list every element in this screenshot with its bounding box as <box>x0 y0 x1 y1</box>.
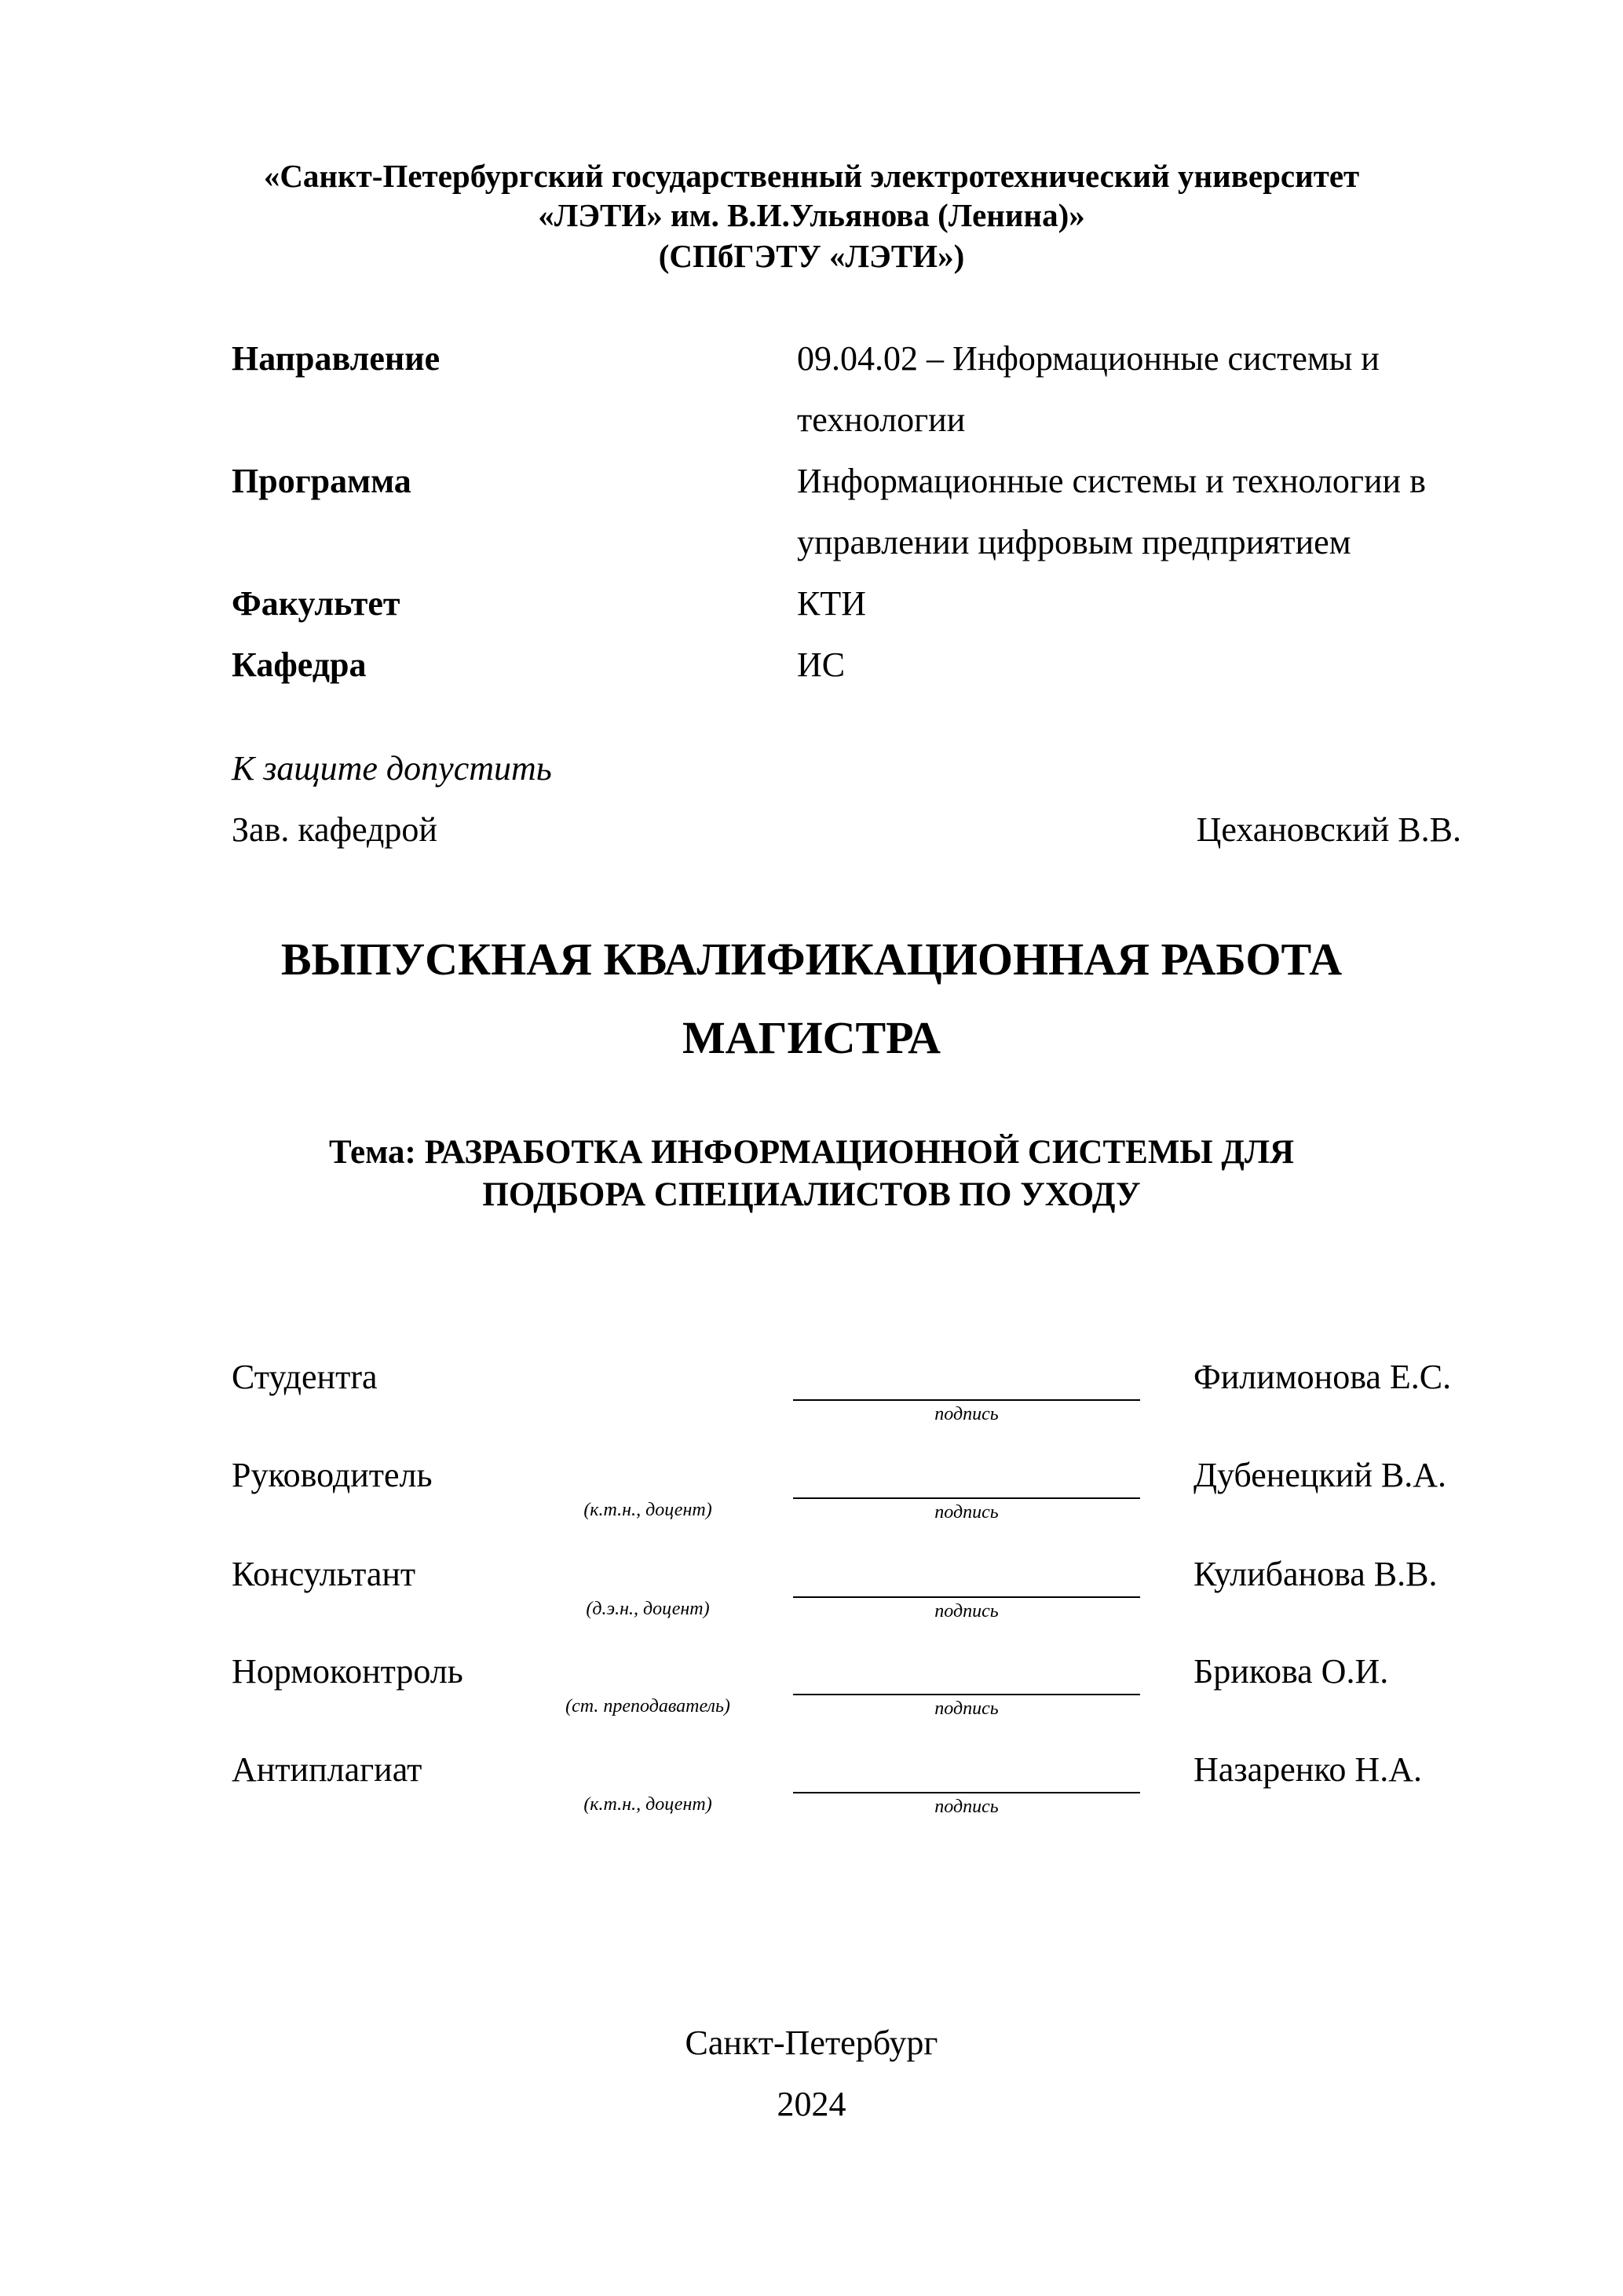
head-of-department-name: Цехановский В.В. <box>1196 810 1461 849</box>
signature-line <box>793 1399 1140 1401</box>
signature-role: Студентrа <box>232 1358 378 1396</box>
university-name-line1: «Санкт-Петербургский государственный электротехнический университет <box>263 158 1360 194</box>
signatory-degree: (ст. преподаватель) <box>565 1696 730 1717</box>
faculty-value: КТИ <box>797 584 866 623</box>
signature-line <box>793 1497 1140 1499</box>
university-name-line2: «ЛЭТИ» им. В.И.Ульянова (Ленина)» <box>538 197 1085 233</box>
signatory-degree: (к.т.н., доцент) <box>583 1500 712 1520</box>
signatory-name: Брикова О.И. <box>1193 1652 1389 1691</box>
program-value: Информационные системы и технологии в управлении цифровым предприятием <box>797 462 1426 561</box>
signature-role: Антиплагиат <box>232 1750 422 1789</box>
faculty-label: Факультет <box>232 584 400 623</box>
thesis-title-line2: МАГИСТРА <box>682 1012 941 1063</box>
department-value: ИС <box>797 645 846 684</box>
direction-value: 09.04.02 – Информационные системы и технологии <box>797 339 1380 439</box>
signature-caption: подпись <box>934 1502 999 1523</box>
direction-label: Направление <box>232 339 440 378</box>
signatory-degree: (к.т.н., доцент) <box>583 1794 712 1815</box>
signature-role: Руководитель <box>232 1456 433 1494</box>
signature-line <box>793 1792 1140 1793</box>
thesis-topic-line2: ПОДБОРА СПЕЦИАЛИСТОВ ПО УХОДУ <box>482 1176 1141 1213</box>
signature-line <box>793 1596 1140 1598</box>
university-abbreviation: (СПбГЭТУ «ЛЭТИ») <box>658 238 965 274</box>
footer-year: 2024 <box>777 2085 846 2123</box>
signature-caption: подпись <box>934 1698 999 1719</box>
department-label: Кафедра <box>232 645 367 684</box>
signature-caption: подпись <box>934 1797 999 1817</box>
signature-caption: подпись <box>934 1601 999 1621</box>
thesis-topic-line1: Тема: РАЗРАБОТКА ИНФОРМАЦИОННОЙ СИСТЕМЫ ДЛЯ <box>328 1134 1295 1171</box>
signature-role: Консультант <box>232 1555 416 1593</box>
signatory-name: Филимонова Е.С. <box>1193 1358 1452 1396</box>
signature-role: Нормоконтроль <box>232 1652 463 1691</box>
program-label: Программа <box>232 462 411 500</box>
footer-city: Санкт-Петербург <box>685 2024 938 2062</box>
signatory-name: Кулибанова В.В. <box>1193 1555 1438 1593</box>
signatory-name: Дубенецкий В.А. <box>1193 1456 1446 1494</box>
head-of-department-role: Зав. кафедрой <box>232 810 437 849</box>
signatory-degree: (д.э.н., доцент) <box>586 1599 710 1619</box>
signature-caption: подпись <box>934 1404 999 1424</box>
signatory-name: Назаренко Н.А. <box>1193 1750 1422 1789</box>
signature-line <box>793 1694 1140 1695</box>
admission-caption: К защите допустить <box>232 749 552 788</box>
thesis-title-line1: ВЫПУСКНАЯ КВАЛИФИКАЦИОННАЯ РАБОТА <box>280 934 1343 985</box>
